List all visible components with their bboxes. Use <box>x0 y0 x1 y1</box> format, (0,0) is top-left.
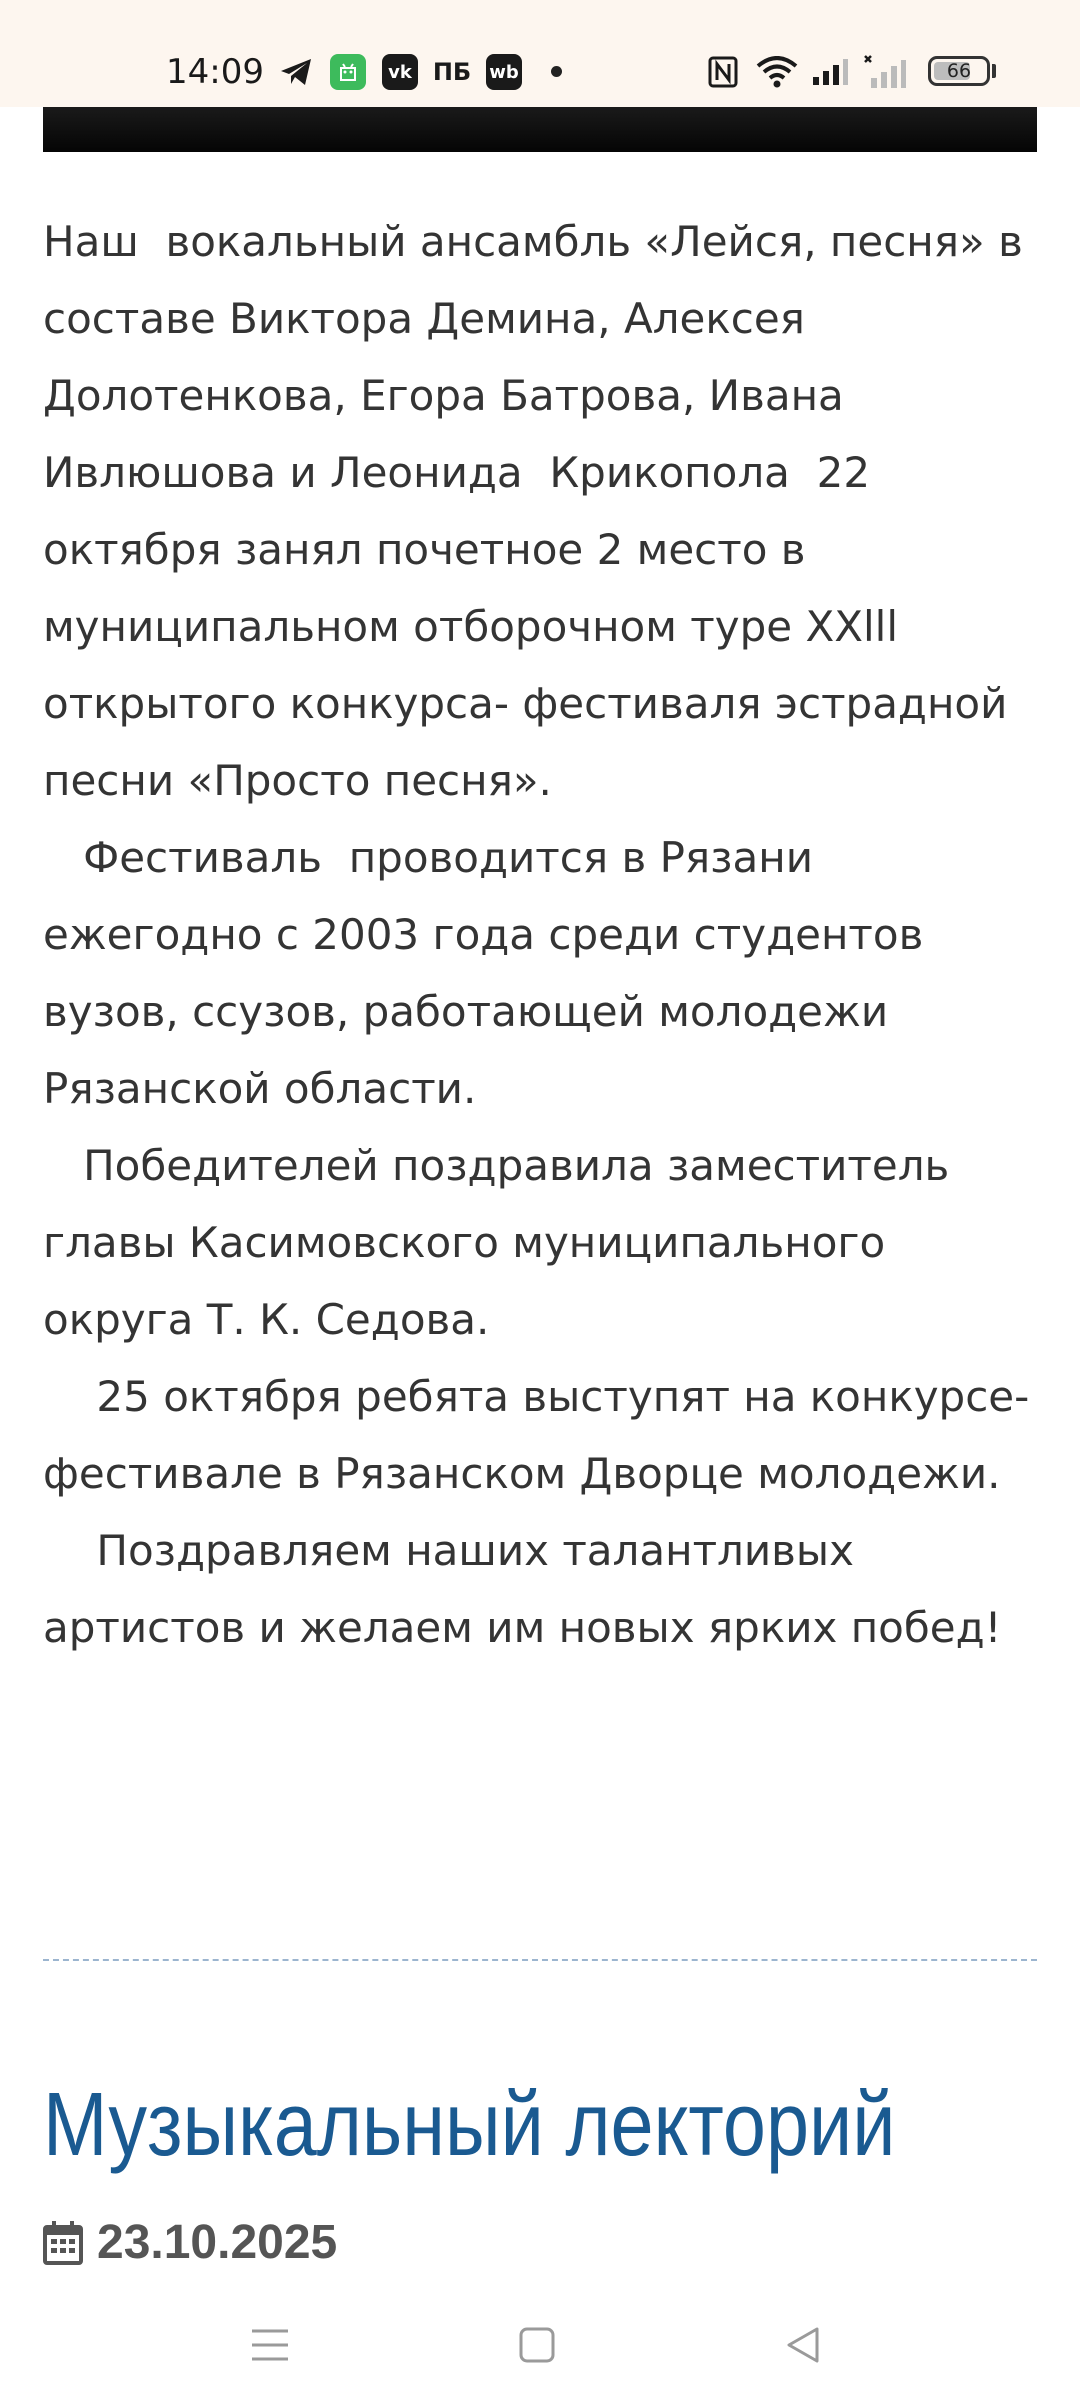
vk-icon <box>382 54 418 90</box>
signal-icon <box>810 54 850 90</box>
status-bar <box>0 0 1080 107</box>
home-square-icon <box>517 2325 557 2365</box>
wifi-icon <box>755 54 799 90</box>
status-time: 14:09 <box>166 52 264 92</box>
menu-icon <box>248 2325 292 2365</box>
vk-badge-label: vk <box>388 61 412 83</box>
pb-badge-label: ПБ <box>432 58 472 86</box>
back-triangle-icon <box>783 2325 823 2365</box>
article-paragraph: Фестиваль проводится в Рязани ежегодно с 2003 года среди студентов вузов, ссузов, работающей молодежи Рязанской области. <box>43 833 937 1113</box>
article-image[interactable] <box>43 107 1037 152</box>
nfc-icon <box>705 54 741 90</box>
post-title-link[interactable]: Музыкальный лекторий <box>43 2075 896 2175</box>
article-paragraph: Поздравляем наших талантливых артистов и желаем им новых ярких побед! <box>43 1526 1002 1652</box>
article-paragraph: 25 октября ребята выступят на конкурсе- фестивале в Рязанском Дворце молодежи. <box>43 1372 1043 1498</box>
wb-badge-label: wb <box>489 61 519 83</box>
calendar-icon <box>43 2221 83 2265</box>
post-date-text: 23.10.2025 <box>97 2216 338 2269</box>
article-body <box>43 203 1043 1666</box>
article-paragraph: Победителей поздравила заместитель главы Касимовского муниципального округа Т. К. Седова. <box>43 1141 963 1344</box>
menu-nav-button[interactable] <box>230 2310 310 2380</box>
post-date <box>43 2215 337 2270</box>
battery-icon <box>928 56 990 86</box>
back-nav-button[interactable] <box>763 2310 843 2380</box>
android-app-icon <box>330 54 366 90</box>
article-paragraph: Наш вокальный ансамбль «Лейся, песня» в составе Виктора Демина, Алексея Долотенкова, Егора Батрова, Ивана Ивлюшова и Леонида Крикопола 22 октября занял почетное 2 место в муниципальном отборочном туре XXlll открытого конкурса- фестиваля эстрадной песни «Просто песня». <box>43 217 1037 805</box>
pb-icon <box>434 54 470 90</box>
battery-tip <box>992 64 996 78</box>
telegram-icon <box>278 54 314 90</box>
home-nav-button[interactable] <box>497 2310 577 2380</box>
notification-dot-icon <box>551 66 562 77</box>
signal-no-sim-icon <box>862 54 908 90</box>
wb-icon <box>486 54 522 90</box>
battery-level-text: 66 <box>946 60 972 82</box>
post-divider <box>43 1959 1037 1961</box>
